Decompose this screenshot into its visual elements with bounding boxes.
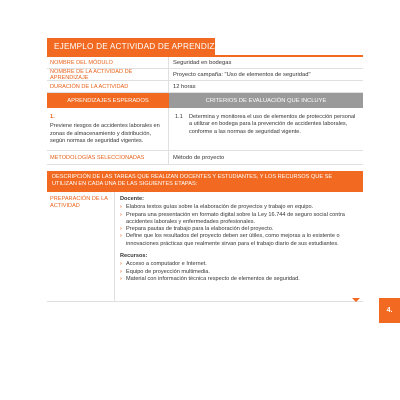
info-row-modulo (47, 57, 363, 69)
list-item: › Material con información técnica respecto de elementos de seguridad. (120, 276, 359, 283)
info-label: NOMBRE DE LA ACTIVIDAD DE APRENDIZAJE (47, 69, 169, 80)
list-item: › Elabora textos guías sobre la elaboración de proyectos y trabajo en equipo. (120, 204, 359, 211)
info-row-actividad (47, 69, 363, 81)
metodologia-value: Método de proyecto (173, 154, 225, 161)
info-label: DURACIÓN DE LA ACTIVIDAD (47, 81, 169, 92)
list-item: › Acceso a computador e Internet. (120, 261, 359, 268)
info-value: Proyecto campaña: "Uso de elementos de seguridad" (173, 71, 311, 78)
recursos-list (120, 261, 359, 283)
continue-arrow-icon (352, 298, 360, 302)
info-value: Seguridad en bodegas (173, 59, 232, 66)
docente-title: Docente: (120, 196, 144, 202)
info-value: 12 horas (173, 83, 196, 90)
page-title: EJEMPLO DE ACTIVIDAD DE APRENDIZAJE (47, 38, 215, 55)
criterio-cell (169, 108, 363, 150)
info-row-duracion (47, 81, 363, 93)
preparacion-row (47, 192, 363, 302)
preparacion-content (115, 192, 363, 301)
criterio-number: 1.1 (175, 114, 183, 120)
metodologia-row (47, 151, 363, 165)
table-header-row (47, 93, 363, 108)
recursos-title: Recursos: (120, 253, 148, 260)
metodologia-label: METODOLOGÍAS SELECCIONADAS (47, 151, 169, 164)
docente-list (120, 204, 359, 248)
list-item: › Prepara pautas de trabajo para la elaboración del proyecto. (120, 226, 359, 233)
aprendizaje-text: Previene riesgos de accidentes laborales en zonas de almacenamiento y distribución, según normas de seguridad vigentes. (50, 123, 160, 145)
page-number: 4. (379, 298, 400, 323)
list-item: › Define que los resultados del proyecto deben ser útiles, como mejoras a lo existente o innovaciones prácticas que realmente sirvan para el trabajo diario de sus estudiantes. (120, 233, 359, 248)
list-item: › Equipo de proyección multimedia. (120, 269, 359, 276)
description-bar: DESCRIPCIÓN DE LAS TAREAS QUE REALIZAN DOCENTES Y ESTUDIANTES, Y LOS RECURSOS QUE SE UTILIZAN EN CADA UNA DE LAS SIGUIENTES ETAPAS: (47, 171, 363, 192)
criterio-text: Determina y monitorea el uso de elementos de protección personal a utilizar en bodega para la prevención de accidentes laborales, conforme a las normas de seguridad vigente. (189, 114, 356, 135)
aprendizaje-number: 1. (50, 114, 55, 120)
list-item: › Prepara una presentación en formato digital sobre la Ley 16.744 de seguro social contra accidentes laborales y enfermedades profesionales. (120, 212, 359, 227)
aprendizaje-cell (47, 108, 169, 150)
header-aprendizajes: APRENDIZAJES ESPERADOS (47, 93, 169, 108)
aprendizaje-row (47, 108, 363, 151)
info-label: NOMBRE DEL MÓDULO (47, 57, 169, 68)
header-criterios: CRITERIOS DE EVALUACIÓN QUE INCLUYE (169, 93, 363, 108)
preparacion-label: PREPARACIÓN DE LA ACTIVIDAD (47, 192, 115, 301)
